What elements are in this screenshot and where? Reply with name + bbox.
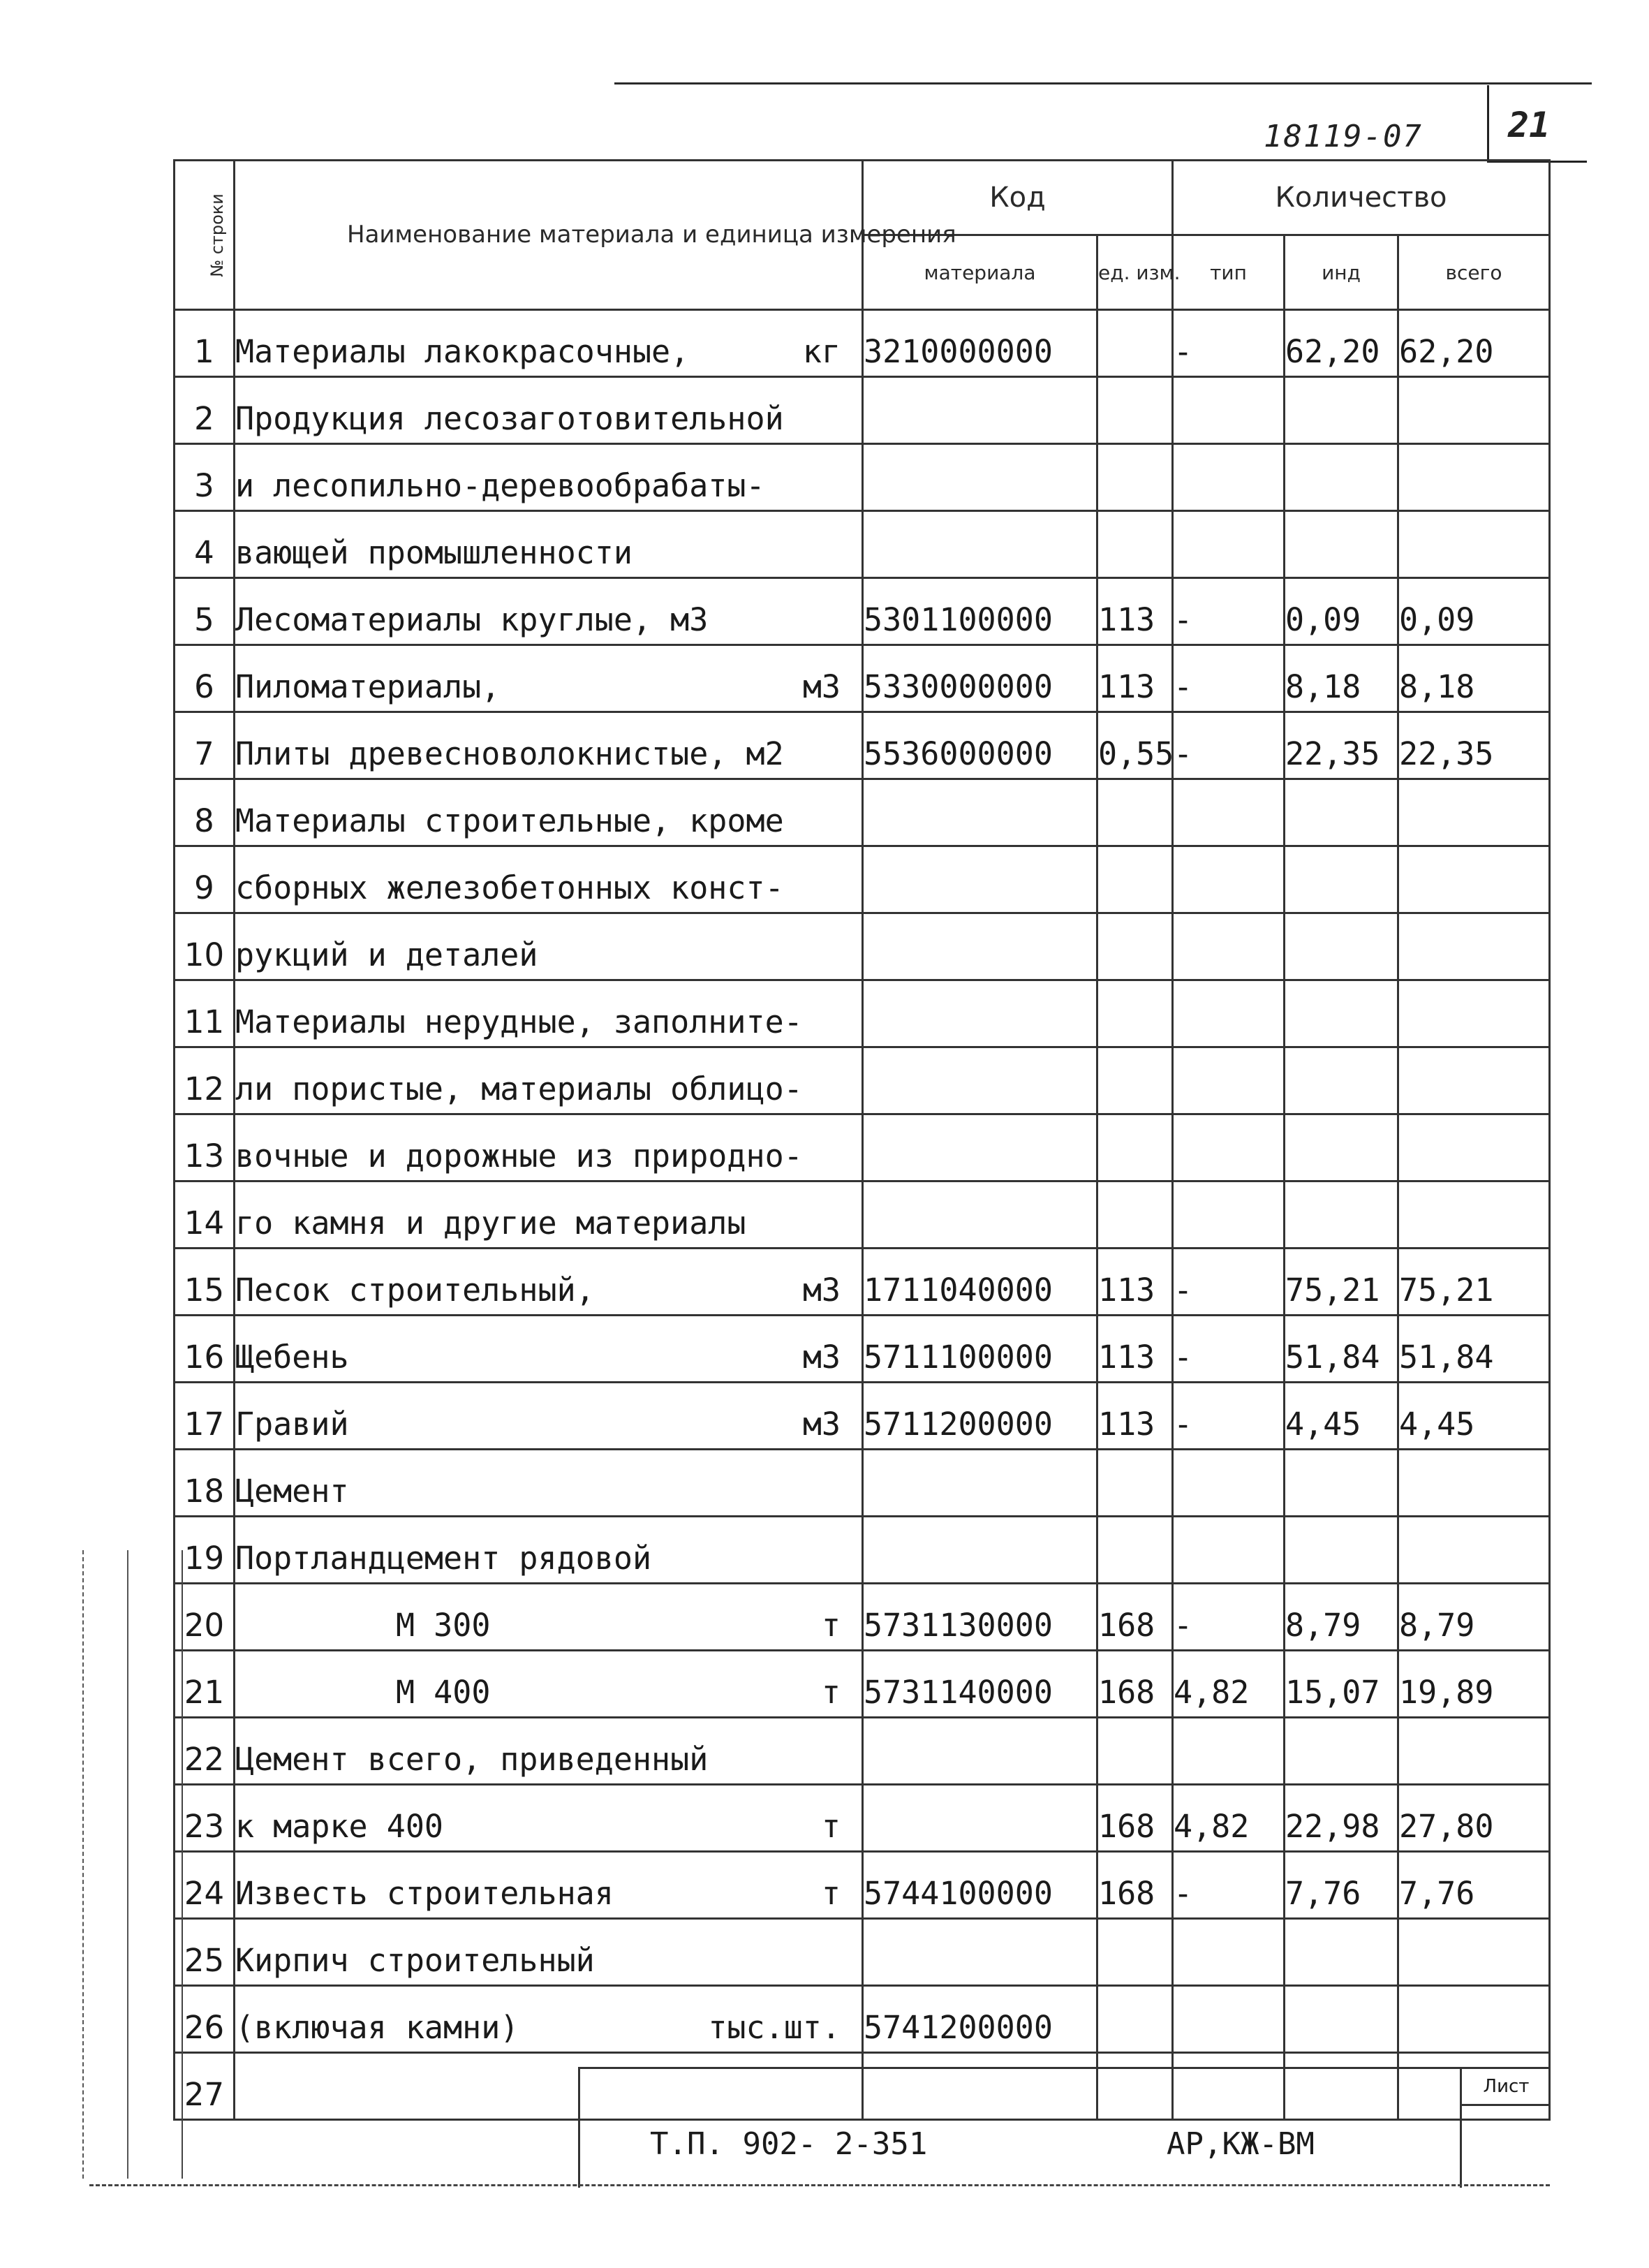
unit-code <box>1097 1718 1173 1785</box>
row-number: 11 <box>175 980 235 1047</box>
qty-total: 4,45 <box>1398 1383 1550 1450</box>
material-name-text: Материалы лакокрасочные, <box>235 333 690 370</box>
material-name-text: М 300 <box>396 1607 491 1644</box>
qty-type: - <box>1173 1852 1285 1919</box>
material-code <box>863 444 1097 511</box>
table-row <box>175 1584 1550 1651</box>
row-number: 17 <box>175 1383 235 1450</box>
material-name-text: Цемент всего, приведенный <box>235 1741 709 1778</box>
material-name <box>235 1047 863 1114</box>
material-name <box>235 511 863 578</box>
qty-ind <box>1285 846 1398 913</box>
material-code <box>863 1517 1097 1584</box>
row-number: 9 <box>175 846 235 913</box>
material-name <box>235 1249 863 1316</box>
row-number: 2 <box>175 377 235 444</box>
qty-type <box>1173 377 1285 444</box>
top-rule <box>614 82 1592 84</box>
unit-code <box>1097 913 1173 980</box>
qty-ind: 8,18 <box>1285 645 1398 712</box>
qty-total: 27,80 <box>1398 1785 1550 1852</box>
material-name <box>235 913 863 980</box>
qty-type: - <box>1173 645 1285 712</box>
material-code <box>863 1919 1097 1986</box>
table-row <box>175 1249 1550 1316</box>
material-name-text: к марке 400 <box>235 1808 444 1845</box>
col-header-quantity: Количество <box>1173 161 1550 235</box>
unit-of-measure: т <box>821 1875 841 1912</box>
material-code: 5731140000 <box>863 1651 1097 1718</box>
unit-code: 113 <box>1097 1383 1173 1450</box>
material-name-text: Материалы нерудные, заполните- <box>235 1003 803 1040</box>
row-number: 7 <box>175 712 235 779</box>
table-row <box>175 1383 1550 1450</box>
col-header-qty-type: тип <box>1173 235 1285 310</box>
qty-total <box>1398 1986 1550 2053</box>
material-name <box>235 444 863 511</box>
material-code <box>863 1181 1097 1249</box>
qty-type: 4,82 <box>1173 1651 1285 1718</box>
col-header-qty-ind: инд <box>1285 235 1398 310</box>
qty-ind: 8,79 <box>1285 1584 1398 1651</box>
qty-ind <box>1285 1517 1398 1584</box>
unit-of-measure: кг <box>802 333 841 370</box>
row-number: 24 <box>175 1852 235 1919</box>
table-row <box>175 1114 1550 1181</box>
material-name-text: Материалы строительные, кроме <box>235 802 784 839</box>
qty-total <box>1398 511 1550 578</box>
unit-code: 168 <box>1097 1785 1173 1852</box>
qty-ind: 0,09 <box>1285 578 1398 645</box>
qty-ind <box>1285 1718 1398 1785</box>
unit-of-measure: м3 <box>802 1406 841 1443</box>
qty-total <box>1398 1919 1550 1986</box>
title-block <box>578 2067 1551 2188</box>
material-code: 5711100000 <box>863 1316 1097 1383</box>
table-row <box>175 1316 1550 1383</box>
qty-ind <box>1285 1450 1398 1517</box>
col-header-row-no: № строки <box>175 161 235 310</box>
project-code: Т.П. 902- 2-351 <box>650 2126 928 2162</box>
row-number: 13 <box>175 1114 235 1181</box>
row-number: 26 <box>175 1986 235 2053</box>
qty-ind <box>1285 1181 1398 1249</box>
qty-total <box>1398 1114 1550 1181</box>
material-name <box>235 310 863 377</box>
qty-total: 19,89 <box>1398 1651 1550 1718</box>
qty-type: 4,82 <box>1173 1785 1285 1852</box>
qty-ind <box>1285 511 1398 578</box>
qty-ind <box>1285 980 1398 1047</box>
unit-code <box>1097 846 1173 913</box>
material-code: 5731130000 <box>863 1584 1097 1651</box>
qty-total: 7,76 <box>1398 1852 1550 1919</box>
unit-code <box>1097 511 1173 578</box>
material-name-text: Лесоматериалы круглые, м3 <box>235 601 709 638</box>
material-name <box>235 578 863 645</box>
qty-ind: 15,07 <box>1285 1651 1398 1718</box>
col-header-code-unit: ед. изм. <box>1097 235 1173 310</box>
materials-table <box>173 159 1551 2121</box>
material-name-text: М 400 <box>396 1674 491 1711</box>
material-name <box>235 1450 863 1517</box>
qty-ind <box>1285 913 1398 980</box>
material-code <box>863 1785 1097 1852</box>
material-code <box>863 980 1097 1047</box>
qty-type <box>1173 980 1285 1047</box>
material-code: 5741200000 <box>863 1986 1097 2053</box>
qty-total <box>1398 1047 1550 1114</box>
row-number: 16 <box>175 1316 235 1383</box>
qty-type <box>1173 913 1285 980</box>
material-code: 5711200000 <box>863 1383 1097 1450</box>
row-number: 8 <box>175 779 235 846</box>
material-code: 3210000000 <box>863 310 1097 377</box>
table-row <box>175 1718 1550 1785</box>
material-name-text: (включая камни) <box>235 2009 519 2046</box>
unit-code <box>1097 1450 1173 1517</box>
unit-code <box>1097 310 1173 377</box>
row-number: 3 <box>175 444 235 511</box>
unit-code <box>1097 980 1173 1047</box>
qty-total <box>1398 444 1550 511</box>
qty-ind <box>1285 444 1398 511</box>
table-row <box>175 1651 1550 1718</box>
side-stamp-divider <box>127 1550 128 2179</box>
unit-code: 113 <box>1097 1316 1173 1383</box>
material-name <box>235 377 863 444</box>
table-row <box>175 1450 1550 1517</box>
qty-type: - <box>1173 712 1285 779</box>
qty-type <box>1173 1718 1285 1785</box>
qty-type <box>1173 1919 1285 1986</box>
material-code <box>863 377 1097 444</box>
qty-total: 75,21 <box>1398 1249 1550 1316</box>
material-name-text: Кирпич строительный <box>235 1942 595 1979</box>
material-code <box>863 913 1097 980</box>
material-name-text: Продукция лесозаготовительной <box>235 400 784 437</box>
unit-code: 113 <box>1097 578 1173 645</box>
qty-total <box>1398 1181 1550 1249</box>
qty-type: - <box>1173 310 1285 377</box>
qty-ind <box>1285 1047 1398 1114</box>
col-header-code-material: материала <box>863 235 1097 310</box>
unit-code <box>1097 1986 1173 2053</box>
qty-total <box>1398 1517 1550 1584</box>
qty-total <box>1398 980 1550 1047</box>
unit-code: 113 <box>1097 1249 1173 1316</box>
qty-ind: 75,21 <box>1285 1249 1398 1316</box>
unit-code: 168 <box>1097 1651 1173 1718</box>
material-code <box>863 1718 1097 1785</box>
qty-type <box>1173 511 1285 578</box>
material-code <box>863 511 1097 578</box>
qty-ind <box>1285 1986 1398 2053</box>
col-header-qty-total: всего <box>1398 235 1550 310</box>
material-name-text: Песок строительный, <box>235 1272 595 1309</box>
material-code <box>863 1114 1097 1181</box>
material-name-text: Плиты древесноволокнистые, м2 <box>235 735 784 772</box>
qty-type <box>1173 1114 1285 1181</box>
row-number: 18 <box>175 1450 235 1517</box>
qty-type <box>1173 1450 1285 1517</box>
qty-type: - <box>1173 1383 1285 1450</box>
material-code <box>863 846 1097 913</box>
qty-type: - <box>1173 1249 1285 1316</box>
unit-code <box>1097 1181 1173 1249</box>
material-name <box>235 779 863 846</box>
material-name-text: Гравий <box>235 1406 349 1443</box>
table-row <box>175 1181 1550 1249</box>
col-header-code: Код <box>863 161 1173 235</box>
unit-of-measure: м3 <box>802 1272 841 1309</box>
material-name-text: го камня и другие материалы <box>235 1205 746 1242</box>
material-name <box>235 1919 863 1986</box>
qty-ind: 4,45 <box>1285 1383 1398 1450</box>
material-name <box>235 712 863 779</box>
material-code: 5301100000 <box>863 578 1097 645</box>
document-number: 18119-07 <box>1264 119 1423 154</box>
unit-code <box>1097 1114 1173 1181</box>
qty-total <box>1398 913 1550 980</box>
material-name <box>235 1316 863 1383</box>
row-number: 4 <box>175 511 235 578</box>
sheet-label: Лист <box>1462 2069 1551 2106</box>
table-row <box>175 511 1550 578</box>
row-number: 23 <box>175 1785 235 1852</box>
unit-of-measure: м3 <box>802 668 841 705</box>
unit-code <box>1097 1517 1173 1584</box>
table-row <box>175 846 1550 913</box>
table-row <box>175 578 1550 645</box>
qty-ind: 7,76 <box>1285 1852 1398 1919</box>
material-name-text: Известь строительная <box>235 1875 614 1912</box>
qty-type <box>1173 779 1285 846</box>
material-name <box>235 980 863 1047</box>
table-row <box>175 444 1550 511</box>
material-name-text: Пиломатериалы, <box>235 668 501 705</box>
unit-code <box>1097 377 1173 444</box>
material-name-text: вающей промышленности <box>235 534 633 571</box>
sheet-cell <box>1460 2069 1551 2188</box>
unit-of-measure: тыс.шт. <box>708 2009 841 2046</box>
material-code: 5330000000 <box>863 645 1097 712</box>
row-number: 19 <box>175 1517 235 1584</box>
qty-type <box>1173 1047 1285 1114</box>
material-name-text: Цемент <box>235 1473 349 1510</box>
qty-ind: 22,35 <box>1285 712 1398 779</box>
table-row <box>175 1919 1550 1986</box>
table-row <box>175 712 1550 779</box>
table-row <box>175 645 1550 712</box>
table-row <box>175 779 1550 846</box>
bottom-rule <box>89 2184 1550 2186</box>
qty-total: 22,35 <box>1398 712 1550 779</box>
unit-of-measure: т <box>821 1607 841 1644</box>
material-name <box>235 846 863 913</box>
col-header-name: Наименование материала и единица измерения <box>235 161 863 310</box>
material-name <box>235 1584 863 1651</box>
qty-ind: 51,84 <box>1285 1316 1398 1383</box>
row-number: 12 <box>175 1047 235 1114</box>
table-row <box>175 980 1550 1047</box>
table-row <box>175 310 1550 377</box>
table-row <box>175 1517 1550 1584</box>
material-name <box>235 645 863 712</box>
material-name <box>235 1785 863 1852</box>
material-code: 5744100000 <box>863 1852 1097 1919</box>
table-row <box>175 913 1550 980</box>
material-code <box>863 779 1097 846</box>
unit-code <box>1097 444 1173 511</box>
qty-total: 62,20 <box>1398 310 1550 377</box>
qty-total: 0,09 <box>1398 578 1550 645</box>
material-code <box>863 1450 1097 1517</box>
qty-total <box>1398 1718 1550 1785</box>
material-code: 1711040000 <box>863 1249 1097 1316</box>
material-name <box>235 1114 863 1181</box>
page-number: 21 <box>1508 105 1551 145</box>
qty-total: 8,18 <box>1398 645 1550 712</box>
qty-ind: 22,98 <box>1285 1785 1398 1852</box>
material-name-text: и лесопильно-деревообрабаты- <box>235 467 765 504</box>
unit-of-measure: т <box>821 1808 841 1845</box>
qty-type: - <box>1173 1584 1285 1651</box>
qty-type <box>1173 444 1285 511</box>
material-code: 5536000000 <box>863 712 1097 779</box>
table-row <box>175 377 1550 444</box>
row-number: 22 <box>175 1718 235 1785</box>
qty-ind <box>1285 1919 1398 1986</box>
unit-code <box>1097 1047 1173 1114</box>
material-name <box>235 1651 863 1718</box>
material-name <box>235 1852 863 1919</box>
material-name <box>235 1718 863 1785</box>
qty-ind <box>1285 779 1398 846</box>
material-name-text: рукций и деталей <box>235 936 538 973</box>
row-number: 1 <box>175 310 235 377</box>
row-number: 6 <box>175 645 235 712</box>
row-number: 21 <box>175 1651 235 1718</box>
qty-type <box>1173 1517 1285 1584</box>
unit-code: 168 <box>1097 1852 1173 1919</box>
material-name-text: Портландцемент рядовой <box>235 1540 652 1577</box>
unit-code <box>1097 779 1173 846</box>
qty-total: 8,79 <box>1398 1584 1550 1651</box>
qty-total <box>1398 846 1550 913</box>
unit-code: 0,55 <box>1097 712 1173 779</box>
material-name-text: вочные и дорожные из природно- <box>235 1137 803 1174</box>
material-name-text: ли пористые, материалы облицо- <box>235 1070 803 1107</box>
drawing-mark: АР,КЖ-ВМ <box>1167 2126 1315 2162</box>
qty-total: 51,84 <box>1398 1316 1550 1383</box>
row-number: 27 <box>175 2053 235 2120</box>
material-name-text: сборных железобетонных конст- <box>235 869 784 906</box>
row-number: 25 <box>175 1919 235 1986</box>
table-row <box>175 1047 1550 1114</box>
unit-of-measure: м3 <box>802 1339 841 1376</box>
qty-total <box>1398 1450 1550 1517</box>
side-stamp-block <box>82 1550 183 2179</box>
qty-type <box>1173 846 1285 913</box>
qty-ind <box>1285 1114 1398 1181</box>
qty-total <box>1398 779 1550 846</box>
material-name <box>235 1517 863 1584</box>
row-number: 5 <box>175 578 235 645</box>
table-row <box>175 1785 1550 1852</box>
qty-ind: 62,20 <box>1285 310 1398 377</box>
unit-code: 168 <box>1097 1584 1173 1651</box>
qty-type: - <box>1173 1316 1285 1383</box>
table-row <box>175 1852 1550 1919</box>
material-code <box>863 1047 1097 1114</box>
row-number: 10 <box>175 913 235 980</box>
unit-code <box>1097 1919 1173 1986</box>
row-number: 15 <box>175 1249 235 1316</box>
unit-code: 113 <box>1097 645 1173 712</box>
material-name <box>235 1181 863 1249</box>
qty-type: - <box>1173 578 1285 645</box>
qty-type <box>1173 1181 1285 1249</box>
material-name <box>235 1986 863 2053</box>
qty-type <box>1173 1986 1285 2053</box>
qty-ind <box>1285 377 1398 444</box>
table-row <box>175 1986 1550 2053</box>
row-number: 20 <box>175 1584 235 1651</box>
material-name-text: Щебень <box>235 1339 349 1376</box>
qty-total <box>1398 377 1550 444</box>
unit-of-measure: т <box>821 1674 841 1711</box>
row-number: 14 <box>175 1181 235 1249</box>
material-name <box>235 1383 863 1450</box>
